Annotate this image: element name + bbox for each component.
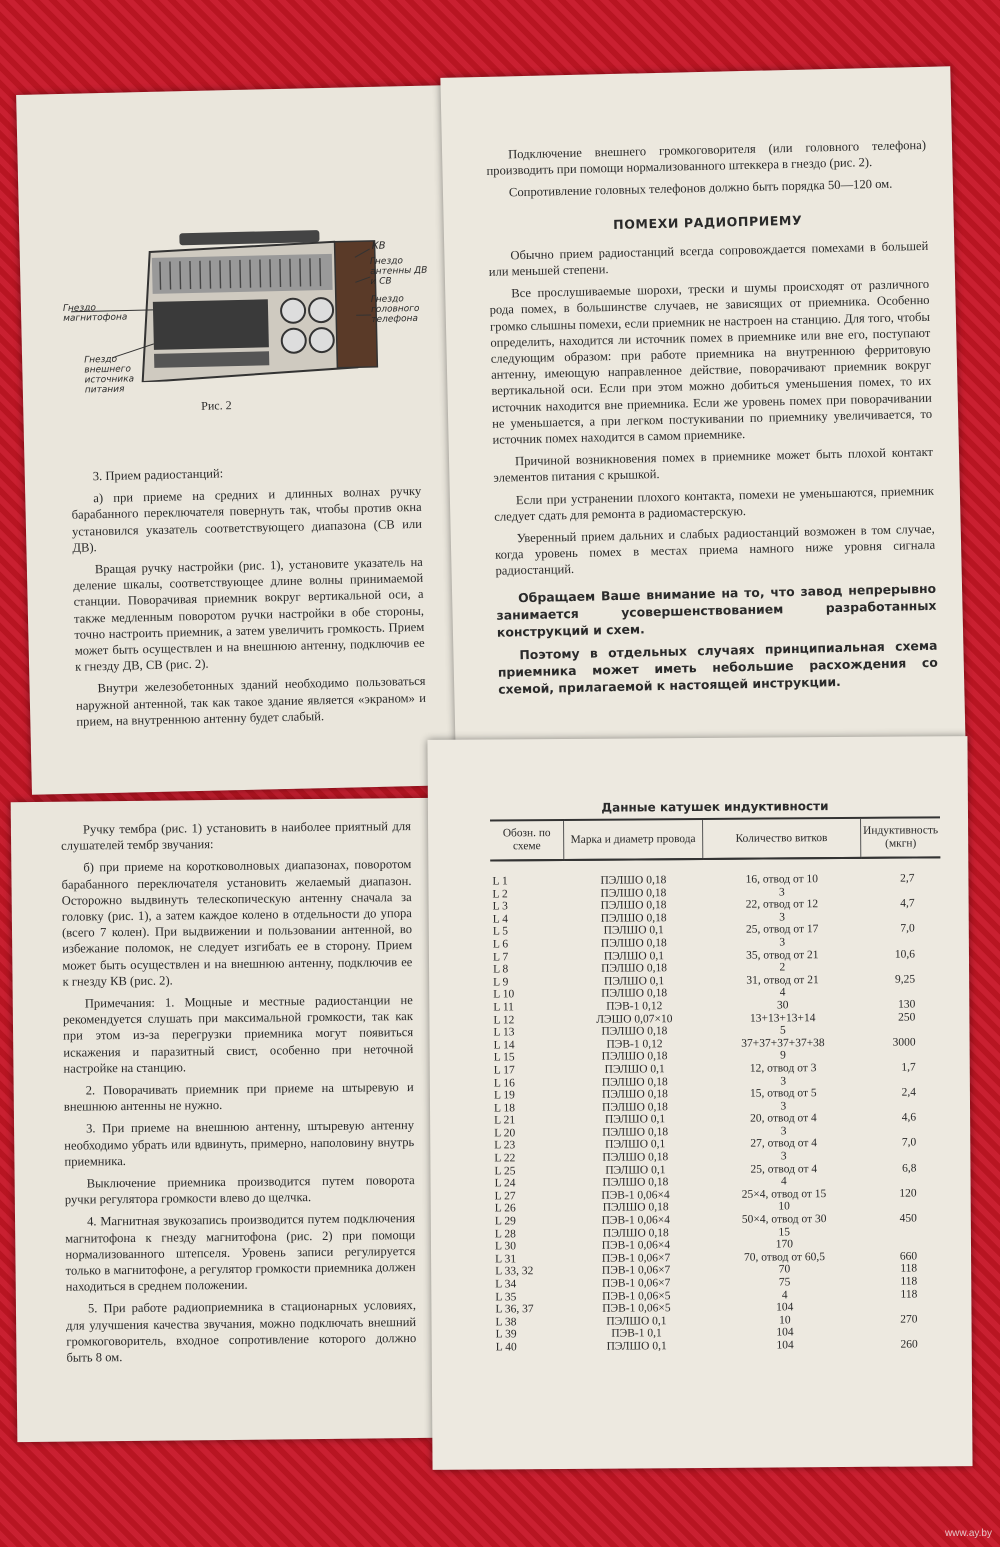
table-cell: ПЭЛШО 0,18 xyxy=(602,1226,669,1240)
paragraph: Выключение приемника производится путем поворота ручки регулятора громкости влево до щелчка. xyxy=(64,1173,415,1207)
table-cell: L 10 xyxy=(493,988,515,1001)
table-cell: 4 xyxy=(780,1175,787,1188)
table-cell: ПЭЛШО 0,18 xyxy=(600,899,667,912)
table-cell: L 8 xyxy=(493,963,509,976)
notes-text xyxy=(61,818,417,1372)
table-cell: L 4 xyxy=(492,913,508,926)
table-cell: 660 xyxy=(899,1250,918,1263)
table-cell: L 36, 37 xyxy=(495,1303,534,1316)
table-cell: ПЭВ-1 0,06×4 xyxy=(601,1214,670,1227)
table-cell: ПЭЛШО 0,18 xyxy=(600,912,667,925)
table-cell: ПЭЛШО 0,1 xyxy=(604,1063,665,1076)
table-cell: 12, отвод от 3 xyxy=(749,1062,817,1075)
table-cell: 3 xyxy=(779,936,786,949)
table-cell: 270 xyxy=(900,1313,918,1326)
paragraph: 3. При приеме на внешнюю антенну, штыревую антенну необходимо убрать или вдвинуть, примерно, наполовину внутрь приемника. xyxy=(64,1118,415,1169)
table-title: Данные катушек индуктивности xyxy=(601,799,829,815)
figure-label-recorder: Гнездо магнитофона xyxy=(62,303,128,324)
table-cell: 16, отвод от 10 xyxy=(745,873,819,886)
table-cell: ПЭЛШО 0,18 xyxy=(600,886,667,900)
table-cell: ПЭЛШО 0,18 xyxy=(601,1075,668,1089)
table-cell: L 16 xyxy=(493,1076,515,1089)
table-cell xyxy=(863,1124,943,1137)
table-cell: ПЭЛШО 0,1 xyxy=(603,924,664,938)
table-cell: L 31 xyxy=(495,1253,517,1266)
table-cell: L 33, 32 xyxy=(495,1265,534,1278)
table-cell xyxy=(863,1175,943,1188)
table-cell: 3 xyxy=(780,1150,787,1163)
table-cell: ПЭЛШО 0,1 xyxy=(603,974,665,988)
table-cell: 120 xyxy=(899,1187,917,1200)
table-cell: 3 xyxy=(780,1100,787,1113)
table-cell: L 17 xyxy=(493,1064,515,1077)
table-cell: 170 xyxy=(775,1238,794,1251)
table-cell: 15, отвод от 5 xyxy=(749,1087,817,1100)
table-cell: 4,7 xyxy=(900,897,915,910)
table-cell: 25×4, отвод от 15 xyxy=(741,1187,827,1201)
table-cell: L 22 xyxy=(494,1152,516,1165)
table-cell: ПЭЛШО 0,18 xyxy=(601,1100,668,1114)
paragraph: Все прослушиваемые шорохи, трески и шумы происходят от различного рода помех, в большинстве случаев, не зависящих от приемника. Особенно громко слышны помехи, если приемник не настроен на станцию. Для того, чтобы определить, находится ли источник помех в приемнике или вне его, поступают следующим образом: при работе приемника на внутреннюю ферритовую антенну, имеющую направленное действие, поворачивают приемник вокруг вертикальной оси. Если при этом можно добиться уменьшения помех, то их источник находится вне приемника. Если же уровень помех при поворачивании не уменьшается, а при легком постукивании по приемнику увеличивается, то источник помех находится в самом приемнике. xyxy=(489,277,933,447)
table-cell: 25, отвод от 17 xyxy=(745,923,819,937)
table-cell xyxy=(863,1149,943,1162)
table-cell: 10 xyxy=(778,1200,790,1213)
table-cell: L 38 xyxy=(495,1316,517,1329)
table-cell: 3 xyxy=(780,1074,787,1087)
table-cell xyxy=(861,885,941,898)
paragraph: 4. Магнитная звукозапись производится путем подключения магнитофона к гнезду магнитофона (рис. 2) при помощи нормализованного штепселя. Уровень записи регулируется только в магнитофоне, а регулятор громкости приемника должен находиться в среднем положении. xyxy=(65,1211,416,1294)
page-top-left xyxy=(16,85,460,795)
table-cell: ПЭЛШО 0,18 xyxy=(601,987,668,1001)
table-cell: ПЭЛШО 0,1 xyxy=(603,949,665,963)
paragraph: а) при приеме на средних и длинных волнах ручку барабанного переключателя повернуть так, чтобы против окна установился указатель соответствующего диапазона (СВ или ДВ). xyxy=(71,484,423,555)
table-cell: 13+13+13+14 xyxy=(749,1011,816,1025)
table-cell: 4 xyxy=(779,986,786,999)
table-cell: L 3 xyxy=(492,900,508,913)
paragraph: 3. Прием радиостанций: xyxy=(92,466,224,484)
table-cell: 70 xyxy=(778,1263,791,1276)
table-cell: ПЭЛШО 0,18 xyxy=(602,1201,669,1215)
paragraph: б) при приеме на коротковолновых диапазонах, поворотом барабанного переключателя установить желаемый диапазон. Осторожно выдвинуть телескопическую антенну сначала за головку (рис. 1), а затем каждое колено в отдельности до упора (всего 7 колен). При выдвижении и пользовании антенной, во избежание поломок, не следует изгибать ее в сторону. Прием может быть осуществлен и на внешнюю антенну, подключив ее к гнезду КВ (рис. 2). xyxy=(61,857,413,989)
table-cell: L 25 xyxy=(494,1164,516,1178)
table-cell: 260 xyxy=(900,1338,918,1351)
column-header: Обозн. по схеме xyxy=(490,820,564,861)
table-cell: L 23 xyxy=(494,1139,516,1152)
table-cell: 3 xyxy=(780,1125,787,1138)
table-cell: ПЭВ-1 0,12 xyxy=(606,1037,663,1051)
table-cell xyxy=(862,1074,942,1087)
table-cell: L 19 xyxy=(493,1089,515,1102)
table-cell: L 40 xyxy=(495,1341,517,1354)
page-bottom-left xyxy=(11,798,438,1442)
table-cell: L 21 xyxy=(494,1114,516,1127)
table-cell xyxy=(864,1300,944,1313)
table-cell: 2 xyxy=(779,961,786,974)
table-cell: 27, отвод от 4 xyxy=(750,1137,818,1151)
table-cell: 118 xyxy=(900,1262,918,1276)
reception-text xyxy=(71,461,427,736)
table-cell: ПЭВ-1 0,06×5 xyxy=(602,1289,671,1303)
paragraph: Подключение внешнего громкоговорителя (или головного телефона) производить при помощи нормализованного штеккера в гнездо (рис. 2). xyxy=(486,137,927,179)
table-cell: 104 xyxy=(776,1326,794,1339)
table-cell: L 39 xyxy=(495,1328,517,1341)
table-cell: L 18 xyxy=(493,1101,516,1115)
table-cell: ПЭВ-1 0,06×7 xyxy=(601,1252,671,1265)
figure-label-antenna: Гнездо антенны ДВ и СВ xyxy=(369,256,428,287)
table-cell: ПЭВ-1 0,06×5 xyxy=(602,1302,671,1315)
table-cell: 7,0 xyxy=(901,1136,917,1150)
table-cell: 9,25 xyxy=(894,973,916,986)
table-cell: ПЭЛШО 0,18 xyxy=(601,1050,668,1063)
figure-label-kv: КВ xyxy=(371,240,386,252)
table-cell xyxy=(862,986,942,999)
table-cell xyxy=(861,935,941,948)
table-cell: L 13 xyxy=(493,1026,515,1039)
paragraph: 5. При работе радиоприемника в стационарных условиях, для улучшения качества звучания, можно подключать внешний громкоговоритель, входное сопротивление которого должно быть 8 ом. xyxy=(66,1298,417,1365)
table-cell xyxy=(862,1023,942,1036)
table-cell: 2,7 xyxy=(900,872,915,885)
table-cell: L 5 xyxy=(492,925,509,938)
table-cell: L 24 xyxy=(494,1177,516,1190)
table-cell: 6,8 xyxy=(902,1162,917,1175)
table-cell: ПЭВ-1 0,06×7 xyxy=(601,1264,671,1278)
paragraph: Сопротивление головных телефонов должно быть порядка 50—120 ом. xyxy=(508,177,893,200)
interference-text xyxy=(486,137,939,704)
table-cell: L 28 xyxy=(494,1227,516,1241)
table-cell: 9 xyxy=(780,1049,786,1062)
table-cell xyxy=(864,1326,944,1339)
paragraph: Примечания: 1. Мощные и местные радиостанции не рекомендуется слушать при максимальной громкости, так как при этом из-за перегрузки приемника могут появиться искажения и паразитный свист, особенно при неточной настройке на станцию. xyxy=(62,993,414,1076)
paragraph: Причиной возникновения помех в приемнике может быть плохой контакт элементов питания с крышкой. xyxy=(493,445,934,486)
table-cell: L 11 xyxy=(493,1001,514,1014)
paragraph: 2. Поворачивать приемник при приеме на штыревую и внешнюю антенны не нужно. xyxy=(63,1080,414,1114)
table-cell: 3000 xyxy=(892,1036,916,1049)
notice-paragraph: Обращаем Ваше внимание на то, что завод непрерывно занимается усовершенствованием разработанных конструкций и схем. xyxy=(496,580,937,640)
table-cell: ПЭЛШО 0,18 xyxy=(601,962,667,975)
table-cell: ПЭЛШО 0,18 xyxy=(601,1088,668,1101)
table-cell: ПЭЛШО 0,18 xyxy=(601,1025,668,1038)
table-cell: ПЭВ-1 0,06×4 xyxy=(601,1239,671,1252)
table-cell: L 14 xyxy=(493,1039,515,1052)
table-cell xyxy=(863,1099,943,1112)
table-cell: 250 xyxy=(898,1011,916,1024)
table-cell: L 9 xyxy=(493,976,509,989)
table-cell: L 34 xyxy=(495,1278,517,1291)
table-cell: L 6 xyxy=(492,938,509,951)
column-header: Количество витков xyxy=(702,818,861,859)
table-cell: ПЭЛШО 0,1 xyxy=(606,1340,667,1353)
table-cell: L 1 xyxy=(492,875,508,888)
table-cell: 31, отвод от 21 xyxy=(746,973,819,987)
table-cell: 37+37+37+37+38 xyxy=(741,1036,825,1050)
table-cell: ПЭЛШО 0,1 xyxy=(604,1113,666,1126)
section-heading: ПОМЕХИ РАДИОПРИЕМУ xyxy=(612,212,803,232)
paragraph: Обычно прием радиостанций всегда сопровождается помехами в большей или меньшей степени. xyxy=(488,238,929,279)
table-cell: L 12 xyxy=(493,1013,515,1026)
paragraph: Если при устранении плохого контакта, помехи не уменьшаются, приемник следует сдать для ремонта в радиомастерскую. xyxy=(494,483,934,524)
table-cell: ПЭЛШО 0,18 xyxy=(600,874,667,887)
table-cell: 130 xyxy=(898,998,916,1011)
table-cell: 3 xyxy=(779,911,785,924)
paragraph: Вращая ручку настройки (рис. 1), установите указатель на деление шкалы, соответствующее длине волны принимаемой станции. Поворачивая приемник вокруг вертикальной оси, а также медленным поворотом ручки настройки в обе стороны, точно настроить приемник, а затем увеличить громкость. Прием может быть осуществлен и на внешнюю антенну, подключив ее к гнезду ДВ, СВ (рис. 2). xyxy=(73,554,425,674)
table-cell: 20, отвод от 4 xyxy=(750,1112,817,1125)
table-cell: 10,6 xyxy=(894,948,916,961)
table-cell: L 20 xyxy=(494,1127,516,1140)
table-cell: ПЭЛШО 0,18 xyxy=(602,1151,669,1164)
table-cell: 15 xyxy=(778,1225,791,1239)
table-cell: ЛЭШО 0,07×10 xyxy=(596,1012,673,1026)
table-cell xyxy=(862,960,942,973)
table-cell: 5 xyxy=(779,1024,786,1037)
figure-label-headphone: Гнездо головного телефона xyxy=(370,294,420,325)
table-cell: 70, отвод от 60,5 xyxy=(743,1250,825,1264)
table-cell: ПЭЛШО 0,18 xyxy=(600,937,667,950)
notice-paragraph: Поэтому в отдельных случаях принципиальная схема приемника может иметь небольшие расхождения со схемой, прилагаемой к настоящей инструкции. xyxy=(497,637,938,697)
table-cell: 30 xyxy=(776,999,789,1012)
table-cell: L 30 xyxy=(494,1240,517,1253)
table-cell: 75 xyxy=(778,1276,791,1289)
table-cell: ПЭЛШО 0,1 xyxy=(606,1315,667,1328)
page-top-right xyxy=(440,66,965,757)
paragraph: Уверенный прием дальних и слабых радиостанций возможен в том случае, когда уровень помех в местах приема намного ниже уровня сигнала радиостанций. xyxy=(495,521,936,579)
coil-table-section xyxy=(490,798,944,1354)
table-cell: ПЭЛШО 0,18 xyxy=(602,1126,669,1139)
table-cell: 450 xyxy=(899,1212,917,1225)
table-row xyxy=(490,857,940,888)
table-cell: L 29 xyxy=(494,1215,516,1228)
table-cell: ПЭВ-1 0,06×4 xyxy=(601,1189,670,1202)
figure-label-power: Гнездо внешнего источника питания xyxy=(84,354,135,396)
table-cell: L 35 xyxy=(495,1290,517,1304)
table-cell: L 26 xyxy=(494,1202,516,1215)
table-cell: 4,6 xyxy=(901,1111,917,1124)
table-cell: L 7 xyxy=(492,950,509,964)
page-bottom-right xyxy=(427,736,972,1470)
table-cell: ПЭВ-1 0,06×7 xyxy=(601,1277,671,1290)
table-cell xyxy=(861,910,941,923)
column-header: Марка и диаметр провода xyxy=(564,819,703,860)
table-cell: ПЭВ-1 0,1 xyxy=(611,1327,662,1340)
table-cell: 118 xyxy=(900,1275,918,1288)
table-cell: ПЭЛШО 0,1 xyxy=(605,1138,666,1152)
table-cell: L 15 xyxy=(493,1051,515,1064)
paragraph: Ручку тембра (рис. 1) установить в наиболее приятный для слушателей тембр звучания: xyxy=(61,819,412,853)
table-cell: 104 xyxy=(776,1301,794,1314)
table-cell: 22, отвод от 12 xyxy=(745,898,819,911)
table-cell xyxy=(863,1225,943,1238)
table-cell xyxy=(863,1200,943,1213)
table-cell: 10 xyxy=(779,1314,791,1327)
table-cell xyxy=(862,1049,942,1062)
table-cell: 35, отвод от 21 xyxy=(746,948,819,962)
table-cell: 2,4 xyxy=(901,1086,916,1099)
table-cell: 104 xyxy=(776,1339,794,1352)
table-cell: ПЭВ-1 0,12 xyxy=(606,1000,663,1013)
table-cell: 50×4, отвод от 30 xyxy=(741,1213,827,1226)
column-header: Индуктивность (мкгн) xyxy=(861,817,941,858)
table-cell: 25, отвод от 4 xyxy=(750,1162,818,1176)
table-cell: 3 xyxy=(778,885,785,899)
coil-table xyxy=(490,816,944,1354)
table-row xyxy=(494,1338,944,1354)
figure-caption: Рис. 2 xyxy=(201,398,232,413)
table-cell: 118 xyxy=(900,1288,918,1301)
table-cell: 7,0 xyxy=(900,922,915,935)
table-cell: L 2 xyxy=(492,887,508,901)
paragraph: Внутри железобетонных зданий необходимо пользоваться наружной антенной, так как такое здание является «экраном» и прием, на внутреннюю антенну будет слабый. xyxy=(75,674,427,729)
watermark: www.ay.by xyxy=(944,1528,992,1539)
table-cell: ПЭЛШО 0,18 xyxy=(602,1176,669,1189)
coil-table-body xyxy=(490,857,943,1354)
table-cell: 4 xyxy=(781,1288,788,1302)
table-cell xyxy=(863,1238,943,1251)
table-cell: ПЭЛШО 0,1 xyxy=(605,1163,666,1177)
table-cell: L 27 xyxy=(494,1190,516,1203)
table-cell: 1,7 xyxy=(901,1061,916,1074)
